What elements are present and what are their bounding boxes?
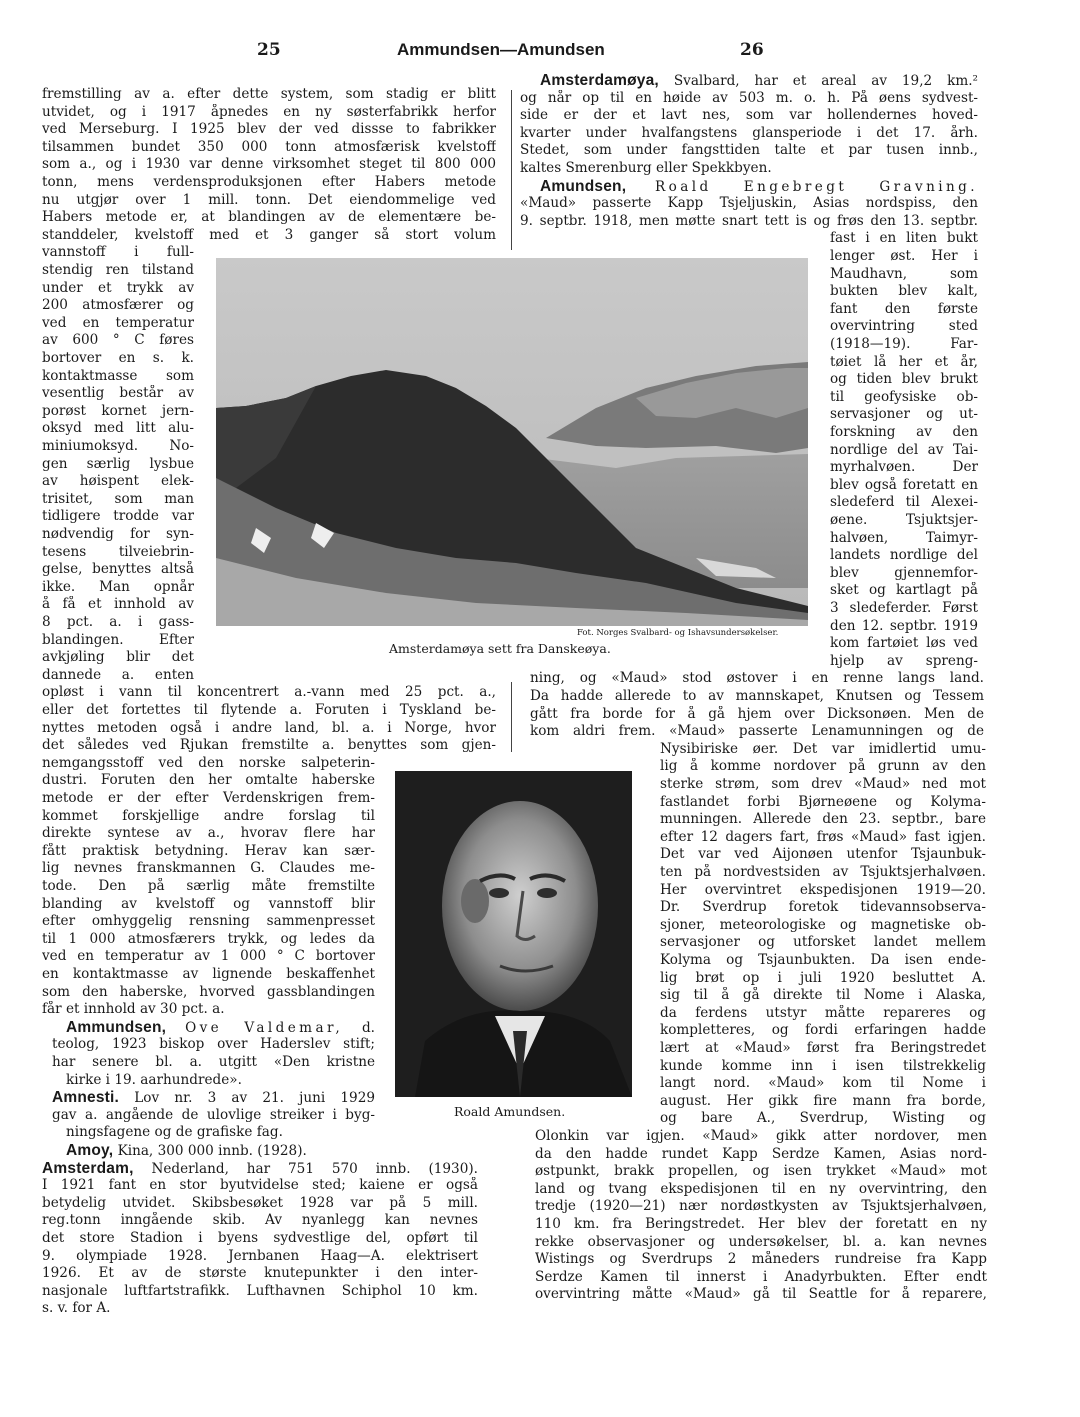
line-text: som a., og i 1930 var denne virksomhet steget til 800 000 (42, 156, 496, 173)
text-line (42, 385, 194, 403)
text-line (42, 156, 496, 174)
line-text: tode. Den på særlig måte fremstilte (42, 878, 375, 894)
portrait-caption: Roald Amundsen. (454, 1104, 566, 1119)
text-line (830, 459, 978, 477)
line-text: Kina, 300 000 innb. (1928). (117, 1143, 307, 1159)
line-text: porøst kornet jern- (42, 402, 194, 419)
line-text: kommet forskjellige andre forslag til (42, 807, 375, 824)
text-line (42, 368, 194, 386)
text-line (42, 403, 194, 421)
text-line (830, 301, 978, 319)
text-line (42, 931, 375, 949)
text-line (830, 266, 978, 284)
line-text: eller det fortettes til flytende a. Foruten i Tyskland be- (42, 702, 496, 718)
line-text: nu utgjør over 1 mill. tonn. Det eiendommelige ved (42, 191, 496, 208)
text-line (42, 1195, 478, 1213)
text-line (42, 491, 194, 509)
line-text: tesens tilveiebrin- (42, 543, 194, 560)
line-text: efter 12 dagers fart, frøs «Maud» fast igjen. (660, 828, 986, 845)
column-rule-top (511, 90, 512, 250)
entry-headword: Amnesti. (52, 1089, 120, 1107)
text-line (42, 790, 375, 808)
line-text: lig brøt op i juli 1920 besluttet A. (660, 969, 986, 986)
text-line (830, 477, 978, 495)
line-text: fant den første (830, 300, 978, 317)
text-line (830, 442, 978, 460)
text-line (535, 1198, 987, 1216)
text-line (42, 737, 496, 755)
line-text: kom fartøiet løs ved (830, 635, 978, 652)
entry-name-spaced: Ove Valdemar, (185, 1019, 344, 1036)
line-text: av 600 ° C føres (42, 332, 194, 349)
line-text: ved en temperatur (42, 314, 194, 331)
line-text: Nysibiriske øer. Det var imidlertid umu- (660, 740, 986, 757)
line-text: ikke. Man opnår (42, 578, 194, 595)
line-text: nasjonale luftfartstrafikk. Lufthavnen Schiphol 10 km. (42, 1282, 478, 1299)
page-number-right: 26 (740, 40, 764, 60)
line-text: gått fra borde for å gå hjem over Dicksonøen. Men de (530, 705, 984, 722)
text-line (42, 825, 375, 843)
line-text: kom aldri frem. «Maud» passerte Lenamunningen og de (530, 723, 984, 740)
line-text: munningen. Allerede den 23. septbr., bare (660, 811, 986, 828)
line-text: Serdze Kamen til innerst i Anadyrbukten. Efter endt (535, 1268, 987, 1285)
text-line (42, 702, 496, 720)
line-text: nemgangsstoff ved den norske salpeterin- (42, 754, 375, 771)
text-line (42, 121, 496, 139)
text-line (520, 195, 978, 213)
line-text: vannstoff i full- (42, 244, 194, 261)
text-line (42, 632, 194, 650)
line-text: Habers metode er, at blandingen av de elementære be- (42, 209, 496, 226)
text-line (660, 1005, 986, 1023)
text-line (660, 934, 986, 952)
line-text: overvintring måtte «Maud» gå til Seattle for å reparere, (535, 1286, 987, 1303)
text-line (660, 1093, 986, 1111)
text-line (42, 1283, 478, 1301)
line-text: landets nordlige del (830, 547, 978, 564)
text-line (42, 174, 496, 192)
page-number-left: 25 (257, 40, 281, 60)
line-text: det således ved Rjukan fremstilte a. benyttes som gjen- (42, 737, 496, 754)
text-line (52, 1089, 375, 1107)
text-line (660, 1040, 986, 1058)
text-line (535, 1216, 987, 1234)
text-line (830, 512, 978, 530)
line-text: en kontaktmasse av lignende beskaffenhet (42, 966, 375, 982)
text-line (830, 283, 978, 301)
column-rule-middle (511, 682, 512, 752)
line-text: avkjøling blir det (42, 649, 194, 666)
line-text: den 12. septbr. 1919 (830, 617, 978, 634)
line-text: teolog, 1923 biskop over Haderslev stift; (52, 1036, 375, 1053)
line-text: fastlandet forbi Bjørneøene og Kolyma- (660, 793, 986, 810)
line-text: oksyd med litt alu- (42, 420, 194, 437)
line-text: stendig ren tilstand (42, 262, 194, 278)
text-line (830, 494, 978, 512)
text-line (42, 526, 194, 544)
text-line (42, 280, 194, 298)
line-text: 1926. Et av de største knutepunkter i den inter- (42, 1265, 478, 1282)
line-text: fast i en liten bukt (830, 230, 978, 247)
text-line (830, 600, 978, 618)
line-text: blev også foretatt en (830, 476, 978, 493)
line-text: utvidet, og i 1917 åpnedes en ny søsterfabrikk herfor (42, 103, 496, 120)
line-text: august. Her gikk fire mann fra borde, (660, 1092, 986, 1109)
text-line (520, 160, 978, 178)
line-text: og tiden blev brukt (830, 371, 978, 388)
line-text: vesentlig består av (42, 385, 194, 402)
photo-credit: Fot. Norges Svalbard- og Ishavsundersøkelser. (577, 628, 779, 638)
line-text: kontaktmasse som (42, 367, 194, 384)
line-text: det store Stadion i byens sydvestlige del, opført til (42, 1230, 478, 1246)
line-text: metode er der efter Verdenskrigen frem- (42, 790, 375, 806)
text-line (830, 354, 978, 372)
line-text: Da hadde allerede to av mannskapet, Knutsen og Tessem (530, 688, 984, 704)
line-text: under et trykk av (42, 279, 194, 296)
line-text: ten på nordvestsiden av Tsjuktsjerhalvøen. (660, 864, 986, 880)
text-line (42, 561, 194, 579)
line-text: kirke i 19. aarhundrede». (66, 1071, 242, 1088)
line-text: land og tvang ekspedisjonen til en ny overvintring, den (535, 1180, 987, 1197)
text-line (830, 635, 978, 653)
line-text: 9. olympiade 1928. Jernbanen Haag—A. elektrisert (42, 1247, 478, 1264)
line-text: gav a. angående de ulovlige streiker i byg- (52, 1106, 375, 1123)
text-line (42, 508, 194, 526)
line-text: Olonkin var igjen. «Maud» gikk atter nordover, men (535, 1128, 987, 1144)
line-text: ved Merseburg. I 1925 blev der ved dissse to fabrikker (42, 121, 496, 138)
line-text: direkte syntese av a., hvorav flere har (42, 825, 375, 842)
amundsen-portrait-image (395, 771, 632, 1097)
line-text: da den hadde rundet Kapp Serdze Kamen, Asias nord- (535, 1145, 987, 1162)
line-text: gen særlig lysbue (42, 455, 194, 472)
text-line (42, 966, 375, 984)
text-line (42, 456, 194, 474)
text-line (830, 582, 978, 600)
line-text: dustri. Foruten den her omtalte haberske (42, 772, 375, 789)
landscape-caption: Amsterdamøya sett fra Danskeøya. (389, 641, 611, 656)
line-text: blev gjennemfor- (830, 564, 978, 581)
text-line (42, 649, 194, 667)
line-text: tonn, mens verdensproduksjonen efter Habers metode (42, 174, 496, 190)
text-line (660, 952, 986, 970)
text-line (42, 878, 375, 896)
line-text: Wistings og Sverdrups 2 måneders rundreise fra Kapp (535, 1251, 987, 1268)
text-line (660, 811, 986, 829)
text-line (830, 406, 978, 424)
line-text: og når op til en høide av 503 m. o. h. På øens sydvest- (520, 89, 978, 106)
text-line (52, 1036, 375, 1054)
entry-headword: Amsterdamøya, (540, 72, 659, 89)
line-text: d. (343, 1019, 375, 1036)
line-text: ning, og «Maud» stod østover i en renne langs land. (530, 670, 984, 687)
text-line (42, 614, 194, 632)
text-line (830, 565, 978, 583)
line-text: 8 pct. a. i gass- (42, 614, 194, 630)
line-text: I 1921 fant en stor byutvidelse sted; kaiene er også (42, 1177, 478, 1194)
text-line (42, 720, 496, 738)
line-text: servasjoner og ut- (830, 406, 978, 423)
line-text: øene. Tsjuktsjer- (830, 512, 978, 528)
line-text: bukten blev kalt, (830, 283, 978, 300)
text-line (42, 896, 375, 914)
text-line (660, 917, 986, 935)
text-line (660, 970, 986, 988)
text-line (42, 1300, 478, 1318)
line-text: tilsammen bundet 350 000 tonn atmosfærisk kvelstoff (42, 138, 496, 155)
text-line (535, 1181, 987, 1199)
text-line (42, 227, 496, 245)
page-title: Ammundsen—Amundsen (397, 40, 605, 59)
text-line (42, 772, 375, 790)
line-text: tøiet lå her et år, (830, 353, 978, 370)
line-text: gelse, benyttes altså (42, 561, 194, 578)
amsterdamoya-landscape-image (216, 258, 808, 626)
line-text: Nederland, har 751 570 innb. (1930). (151, 1160, 478, 1177)
text-line (42, 1160, 478, 1178)
text-line (42, 192, 496, 210)
line-text: betydelig utvidet. Skibsbesøket 1928 var på 5 mill. (42, 1194, 478, 1211)
text-line (42, 596, 194, 614)
line-text: 9. septbr. 1918, men møtte snart tett is og frøs den 13. septbr. (520, 212, 978, 229)
line-text: til geofysiske ob- (830, 388, 978, 405)
text-line (830, 653, 978, 671)
line-text: sket og kartlagt på (830, 582, 978, 599)
text-line (42, 262, 194, 280)
text-line (42, 1248, 478, 1266)
text-line (42, 139, 496, 157)
line-text: (1918—19). Far- (830, 336, 978, 352)
text-line (42, 1265, 478, 1283)
text-line (830, 371, 978, 389)
text-line (42, 544, 194, 562)
text-line (42, 420, 194, 438)
line-text: sledeferd til Alexei- (830, 494, 978, 511)
line-text: trisitet, som man (42, 490, 194, 507)
line-text: da ferdens utstyr måtte repareres og (660, 1004, 986, 1021)
line-text: halvøen, Taimyr- (830, 529, 978, 546)
text-line (535, 1286, 987, 1304)
text-line (42, 1230, 478, 1248)
line-text: har senere bl. a. utgitt «Den kristne (52, 1054, 375, 1070)
text-line (42, 104, 496, 122)
text-line (42, 667, 194, 685)
entry-headword: Amundsen, (540, 177, 627, 195)
text-line (830, 336, 978, 354)
text-line (42, 332, 194, 350)
line-text: tidligere trodde var (42, 508, 194, 525)
line-text: og bare A., Sverdrup, Wisting og (660, 1110, 986, 1127)
text-line (530, 706, 984, 724)
text-line (535, 1251, 987, 1269)
line-text: Stedet, som under fangsttiden talte et par tusen innb., (520, 142, 978, 159)
line-text: sig til å gå direkte til Nome i Alaska, (660, 987, 986, 1004)
line-text: efter omhyggelig rensning sammenpresset (42, 913, 375, 930)
text-line (660, 794, 986, 812)
line-text: Dr. Sverdrup foretok tidevannsobserva- (660, 899, 986, 916)
entry-headword: Amsterdam, (42, 1159, 134, 1177)
line-text: ningsfagene og de grafiske fag. (66, 1124, 283, 1141)
text-line (660, 1075, 986, 1093)
text-line (660, 864, 986, 882)
text-line (42, 684, 496, 702)
text-line (66, 1142, 478, 1160)
text-line (830, 424, 978, 442)
text-line (530, 688, 984, 706)
text-line (42, 860, 375, 878)
entry-name-spaced: Roald Engebregt Gravning. (655, 178, 978, 195)
text-line (42, 948, 375, 966)
line-text: tredje (1920—21) nær nordøstkysten av Tsjuktsjerhalvøen, (535, 1198, 987, 1215)
line-text: ved en temperatur av 1 000 ° C bortover (42, 948, 375, 965)
text-line (520, 213, 978, 231)
line-text: servasjoner og utforsket landet mellem (660, 934, 986, 951)
line-text: lig å komme nordover på grunn av den (660, 758, 986, 775)
line-text: Maudhavn, som (830, 265, 978, 282)
line-text: lig nevnes franskmannen G. Claudes me- (42, 860, 375, 877)
line-text: rekke observasjoner og undersøkelser, bl. a. kan nevnes (535, 1233, 987, 1250)
line-text: blanding av kvelstoff og vannstoff blir (42, 895, 375, 912)
amsterdamoya-photo (216, 258, 808, 626)
line-text: lært at «Maud» først fra Beringstredet (660, 1040, 986, 1056)
text-line (520, 142, 978, 160)
text-line (535, 1163, 987, 1181)
text-line (66, 1072, 375, 1090)
text-line (540, 178, 978, 196)
text-line (660, 829, 986, 847)
entry-headword: Ammundsen, (66, 1018, 167, 1036)
text-line (540, 72, 978, 90)
text-line (660, 846, 986, 864)
text-line (42, 1177, 478, 1195)
line-text: sjoner, meteorologiske og magnetiske ob- (660, 916, 986, 933)
text-line (66, 1019, 375, 1037)
line-text: får et innhold av 30 pct. a. (42, 1001, 225, 1018)
line-text: nødvendig for syn- (42, 526, 194, 542)
line-text: forskning av den (830, 424, 978, 440)
text-line (520, 125, 978, 143)
line-text: Svalbard, har et areal av 19,2 km.² (673, 73, 978, 89)
line-text: reg.tonn inngående skib. Av nyanlegg kan nevnes (42, 1212, 478, 1229)
line-text: fått praktisk betydning. Herav kan sær- (42, 842, 375, 859)
line-text: hjelp av spreng- (830, 652, 978, 669)
line-text: kaltes Smerenburg eller Spekkbyen. (520, 160, 772, 176)
line-text: 200 atmosfærer og (42, 297, 194, 314)
text-line (830, 547, 978, 565)
text-line (42, 1001, 375, 1019)
line-text: å få et innhold av (42, 596, 194, 613)
text-line (42, 244, 194, 262)
text-line (830, 618, 978, 636)
text-line (660, 1058, 986, 1076)
text-line (520, 90, 978, 108)
line-text: s. v. for A. (42, 1300, 111, 1317)
text-line (660, 776, 986, 794)
text-line (42, 438, 194, 456)
line-text: 110 km. fra Beringstredet. Her blev der foretatt en ny (535, 1216, 987, 1232)
text-line (520, 107, 978, 125)
text-line (830, 530, 978, 548)
text-line (535, 1269, 987, 1287)
text-line (52, 1054, 375, 1072)
amundsen-portrait-photo (395, 771, 632, 1097)
line-text: kompletteres, og fordi erfaringen hadde (660, 1022, 986, 1039)
text-line (42, 315, 194, 333)
text-line (42, 1212, 478, 1230)
line-text: langt nord. «Maud» kom til Nome i (660, 1075, 986, 1092)
text-line (42, 209, 496, 227)
line-text: fremstilling av a. efter dette system, som stadig er blitt (42, 86, 496, 102)
text-line (42, 808, 375, 826)
text-line (42, 755, 375, 773)
entry-headword: Amoy, (66, 1142, 114, 1159)
line-text: opløst i vann til koncentrert a.-vann med 25 pct. a., (42, 684, 496, 701)
text-line (530, 723, 984, 741)
text-line (660, 758, 986, 776)
text-line (830, 230, 978, 248)
line-text: blandingen. Efter (42, 631, 194, 648)
line-text: Det var ved Aijonøen utenfor Tsjaunbuk- (660, 846, 986, 863)
text-line (660, 882, 986, 900)
line-text: «Maud» passerte Kapp Tsjeljuskin, Asias nordspiss, den (520, 195, 978, 212)
text-line (42, 86, 496, 104)
line-text: bortover en s. k. (42, 350, 194, 366)
line-text: miniumoksyd. No- (42, 438, 194, 454)
text-line (660, 899, 986, 917)
text-line (42, 913, 375, 931)
text-line (66, 1124, 316, 1142)
text-line (535, 1234, 987, 1252)
line-text: Kolyma og Tsjaunbukten. Da isen ende- (660, 952, 986, 968)
text-line (830, 389, 978, 407)
line-text: overvintring sted (830, 318, 978, 335)
line-text: dannede a. enten (42, 666, 194, 683)
line-text: kvarter under hvalfangstens glansperiode i det 17. årh. (520, 124, 978, 141)
text-line (660, 741, 986, 759)
line-text: Her overvintret ekspedisjonen 1919—20. (660, 881, 986, 898)
line-text: Lov nr. 3 av 21. juni 1929 (134, 1090, 375, 1107)
text-line (42, 843, 375, 861)
text-line (660, 1022, 986, 1040)
text-line (830, 318, 978, 336)
line-text: østpunkt, brakk propellen, og isen trykket «Maud» mot (535, 1163, 987, 1180)
line-text: av høispent elek- (42, 473, 194, 490)
text-line (42, 297, 194, 315)
text-line (42, 350, 194, 368)
text-line (42, 579, 194, 597)
line-text: som den haberske, hvorved gassblandingen (42, 983, 375, 1000)
line-text: myrhalvøen. Der (830, 459, 978, 476)
line-text: lenger øst. Her i (830, 248, 978, 264)
line-text: nyttes metoden også i andre land, bl. a. i Norge, hvor (42, 719, 496, 736)
text-line (42, 473, 194, 491)
text-line (535, 1128, 987, 1146)
text-line (535, 1146, 987, 1164)
text-line (660, 987, 986, 1005)
line-text: kunde komme inn i isen tilstrekkelig (660, 1057, 986, 1074)
line-text: side er der et lavt nes, som var hollendernes hoved- (520, 107, 978, 124)
line-text: 3 sledeferder. Først (830, 600, 978, 616)
text-line (42, 984, 375, 1002)
text-line (830, 248, 978, 266)
line-text: nordlige del av Tai- (830, 441, 978, 458)
text-line (660, 1110, 986, 1128)
text-line (530, 670, 984, 688)
line-text: til 1 000 atmosfærers trykk, og ledes da (42, 930, 375, 947)
text-line (52, 1107, 375, 1125)
line-text: sterke strøm, som drev «Maud» ned mot (660, 776, 986, 792)
line-text: standdeler, kvelstoff med et 3 ganger så stort volum (42, 226, 496, 243)
